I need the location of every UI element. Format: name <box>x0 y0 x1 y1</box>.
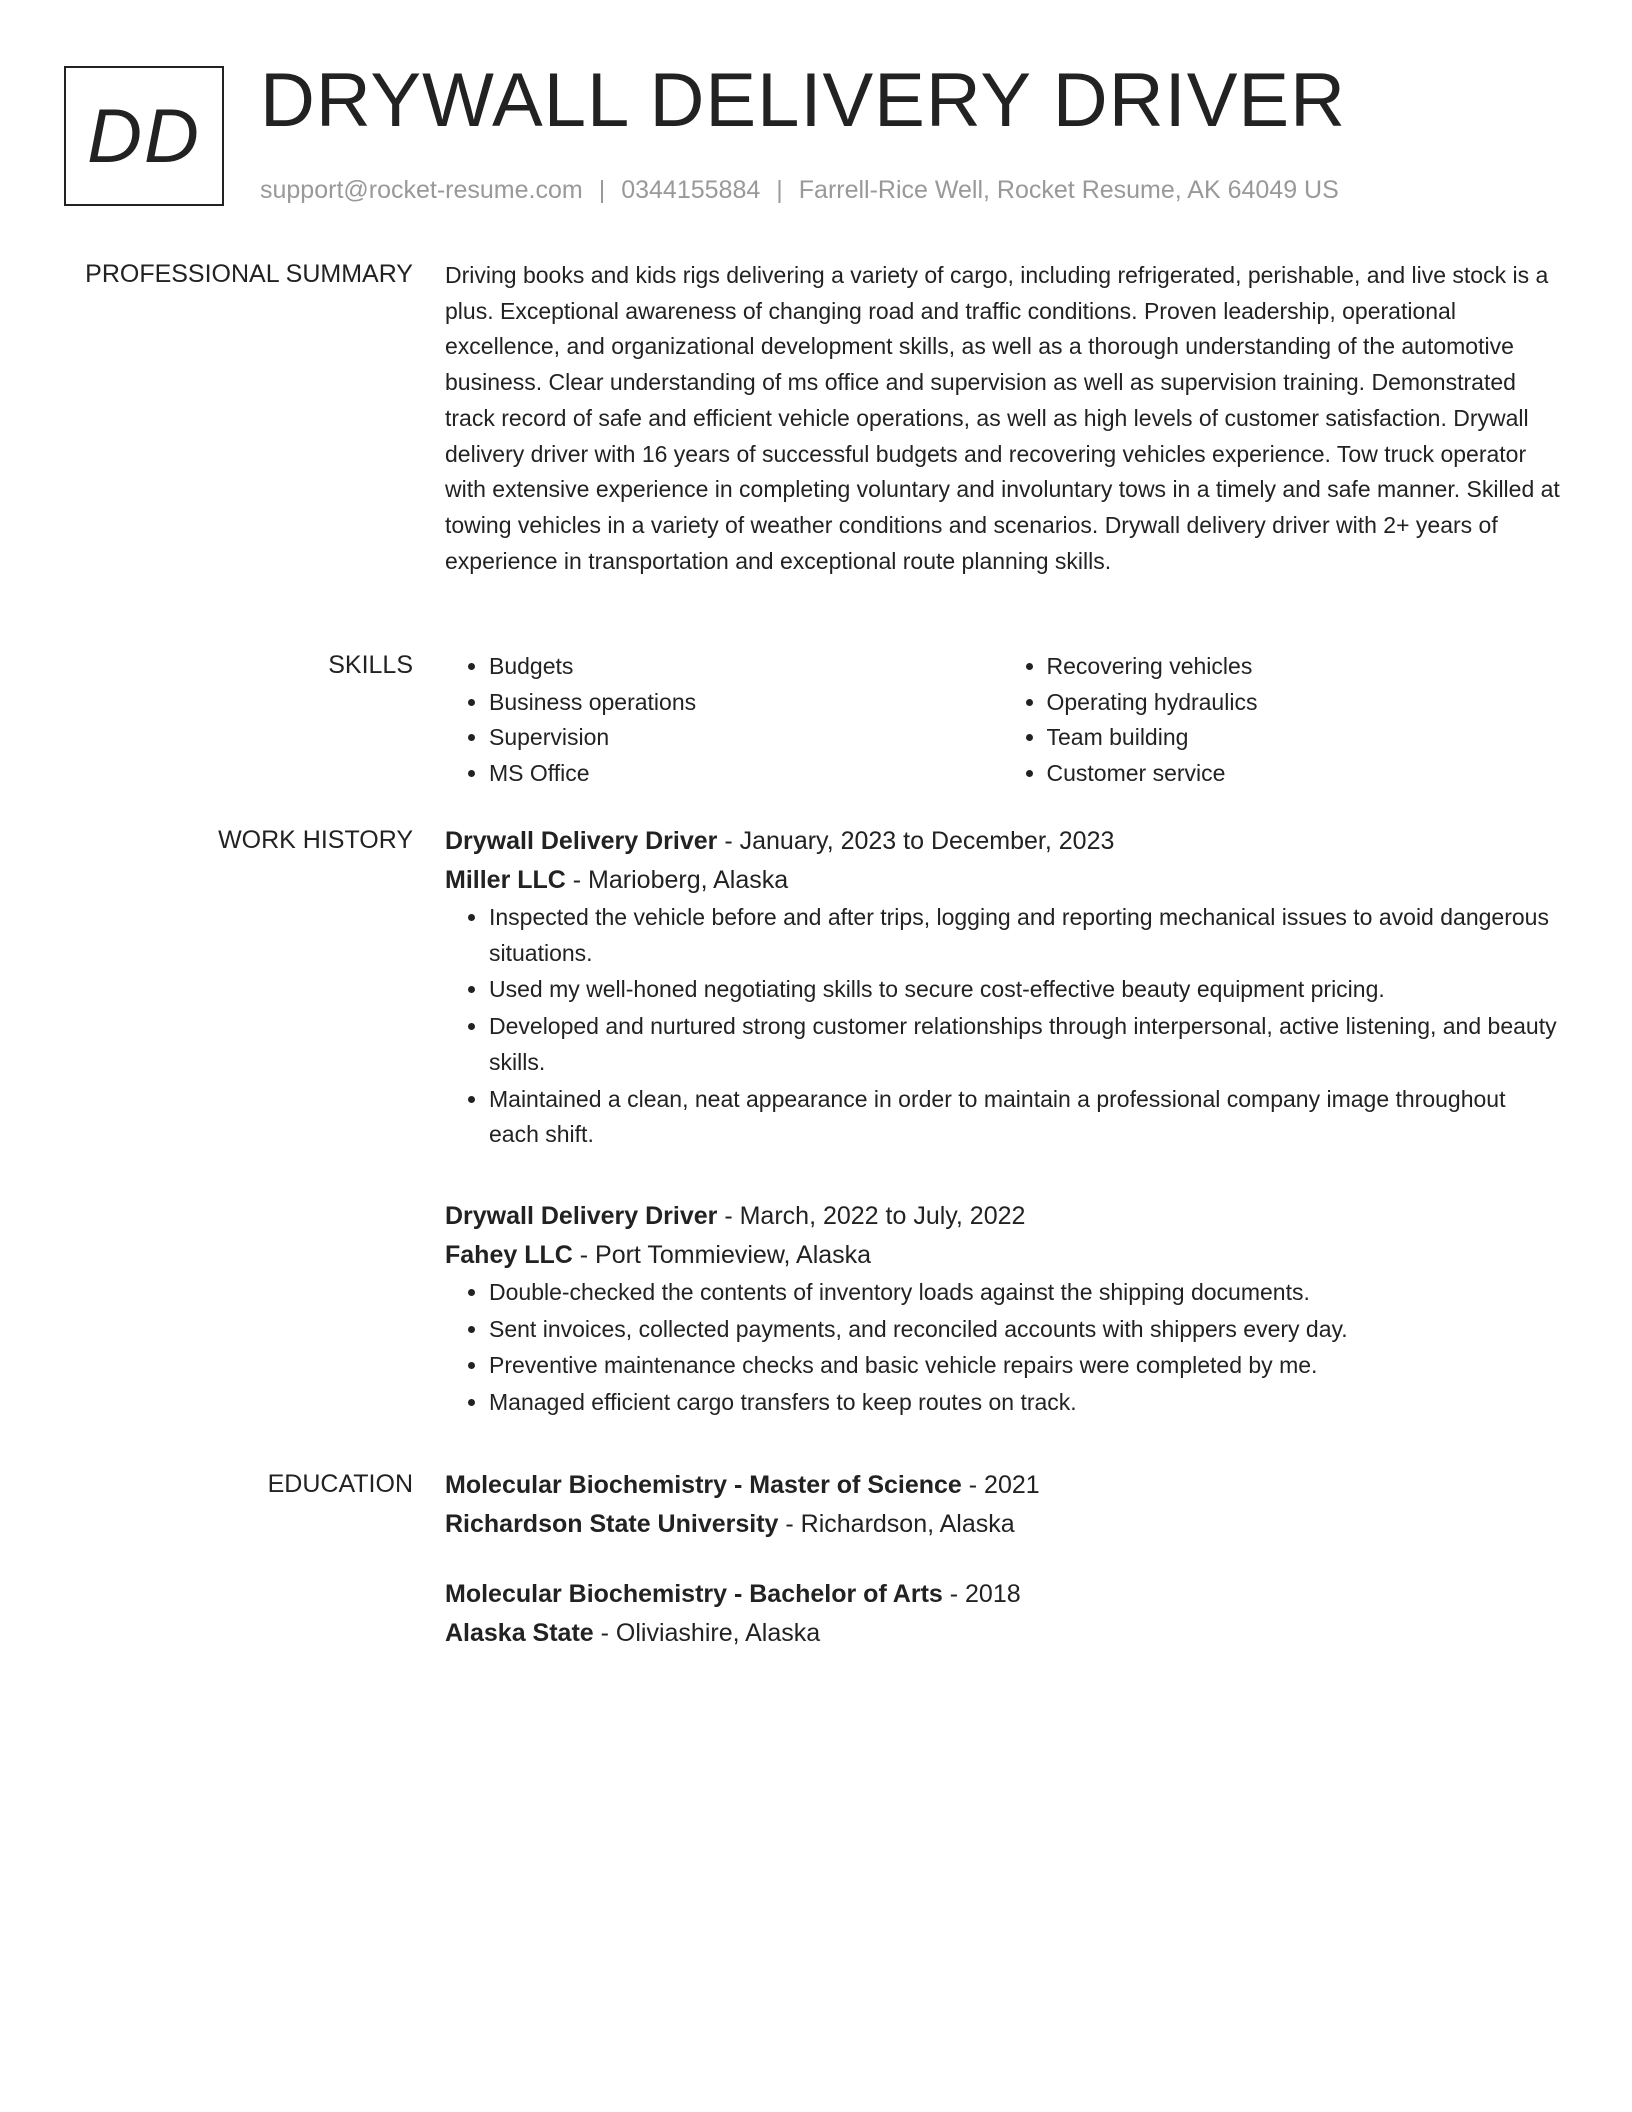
school-name: Alaska State <box>445 1619 594 1647</box>
degree-year: - 2018 <box>942 1580 1021 1608</box>
contact-address: Farrell-Rice Well, Rocket Resume, AK 64049 US <box>798 176 1339 204</box>
section-label-education: EDUCATION <box>267 1470 413 1498</box>
degree-year: - 2021 <box>961 1471 1040 1499</box>
contact-line <box>260 174 1339 206</box>
job-dates: - March, 2022 to July, 2022 <box>717 1202 1026 1230</box>
job-bullet: • Developed and nurtured strong customer relationships through interpersonal, active listening, and beauty skills. <box>489 1009 1560 1080</box>
job-title-line <box>445 822 1560 861</box>
skill-item: • Operating hydraulics <box>1047 685 1561 721</box>
job-bullets <box>445 1275 1560 1421</box>
skills-list-left <box>445 649 1003 792</box>
work-entry-1 <box>445 822 1560 1154</box>
job-company: Fahey LLC <box>445 1241 573 1269</box>
section-label-skills: SKILLS <box>328 651 413 679</box>
skill-item: • Team building <box>1047 720 1561 756</box>
school-line <box>445 1505 1560 1544</box>
job-bullet: • Used my well-honed negotiating skills to secure cost-effective beauty equipment pricing. <box>489 972 1560 1008</box>
school-name: Richardson State University <box>445 1510 779 1538</box>
section-label-summary: PROFESSIONAL SUMMARY <box>85 260 413 288</box>
skill-item: • MS Office <box>489 756 1003 792</box>
summary-text: Driving books and kids rigs delivering a variety of cargo, including refrigerated, perishable, and live stock is a plus. Exceptional awareness of changing road and traffic conditions. Proven leadership, operational excellence, and organizational development skills, as well as a thorough understanding of the automotive business. Clear understanding of ms office and supervision as well as supervision training. Demonstrated track record of safe and efficient vehicle operations, as well as high levels of customer satisfaction. Drywall delivery driver with 16 years of successful budgets and recovering vehicles experience. Tow truck operator with extensive experience in completing voluntary and involuntary tows in a timely and safe manner. Skilled at towing vehicles in a variety of weather conditions and scenarios. Drywall delivery driver with 2+ years of experience in transportation and exceptional route planning skills. <box>445 262 1560 574</box>
skills-list-right <box>1003 649 1561 792</box>
work-entry-2 <box>445 1197 1560 1422</box>
school-location: - Richardson, Alaska <box>778 1510 1015 1538</box>
job-company-line <box>445 1236 1560 1275</box>
job-bullet: • Sent invoices, collected payments, and reconciled accounts with shippers every day. <box>489 1312 1560 1348</box>
job-bullet: • Double-checked the contents of inventory loads against the shipping documents. <box>489 1275 1560 1311</box>
summary-content <box>445 258 1560 579</box>
skill-item: • Budgets <box>489 649 1003 685</box>
degree-line <box>445 1466 1560 1505</box>
section-label-work: WORK HISTORY <box>218 826 413 854</box>
skill-item: • Recovering vehicles <box>1047 649 1561 685</box>
job-bullet: • Preventive maintenance checks and basic vehicle repairs were completed by me. <box>489 1348 1560 1384</box>
job-bullets <box>445 900 1560 1153</box>
skill-item: • Supervision <box>489 720 1003 756</box>
school-location: - Oliviashire, Alaska <box>593 1619 821 1647</box>
job-location: - Port Tommieview, Alaska <box>572 1241 872 1269</box>
job-title: Drywall Delivery Driver <box>445 1202 718 1230</box>
job-bullet: • Maintained a clean, neat appearance in order to maintain a professional company image throughout each shift. <box>489 1082 1560 1153</box>
skills-grid <box>445 649 1560 792</box>
contact-phone: 0344155884 <box>621 176 761 204</box>
job-title: Drywall Delivery Driver <box>445 827 718 855</box>
job-company-line <box>445 861 1560 900</box>
school-line <box>445 1614 1560 1653</box>
job-bullet: • Inspected the vehicle before and after trips, logging and reporting mechanical issues to avoid dangerous situations. <box>489 900 1560 971</box>
skill-item: • Business operations <box>489 685 1003 721</box>
job-dates: - January, 2023 to December, 2023 <box>717 827 1115 855</box>
resume-title: DRYWALL DELIVERY DRIVER <box>260 58 1346 143</box>
job-title-line <box>445 1197 1560 1236</box>
education-entry-1 <box>445 1466 1560 1544</box>
skill-item: • Customer service <box>1047 756 1561 792</box>
skills-content <box>445 649 1560 792</box>
contact-separator: | <box>776 176 783 204</box>
job-location: - Marioberg, Alaska <box>565 866 789 894</box>
job-company: Miller LLC <box>445 866 566 894</box>
job-bullet: • Managed efficient cargo transfers to keep routes on track. <box>489 1385 1560 1421</box>
contact-separator: | <box>598 176 606 204</box>
contact-email: support@rocket-resume.com <box>260 176 583 204</box>
degree-line <box>445 1575 1560 1614</box>
degree-name: Molecular Biochemistry - Bachelor of Arts <box>445 1580 943 1608</box>
monogram-logo: DD <box>64 66 224 206</box>
degree-name: Molecular Biochemistry - Master of Science <box>445 1471 962 1499</box>
education-entry-2 <box>445 1575 1560 1653</box>
